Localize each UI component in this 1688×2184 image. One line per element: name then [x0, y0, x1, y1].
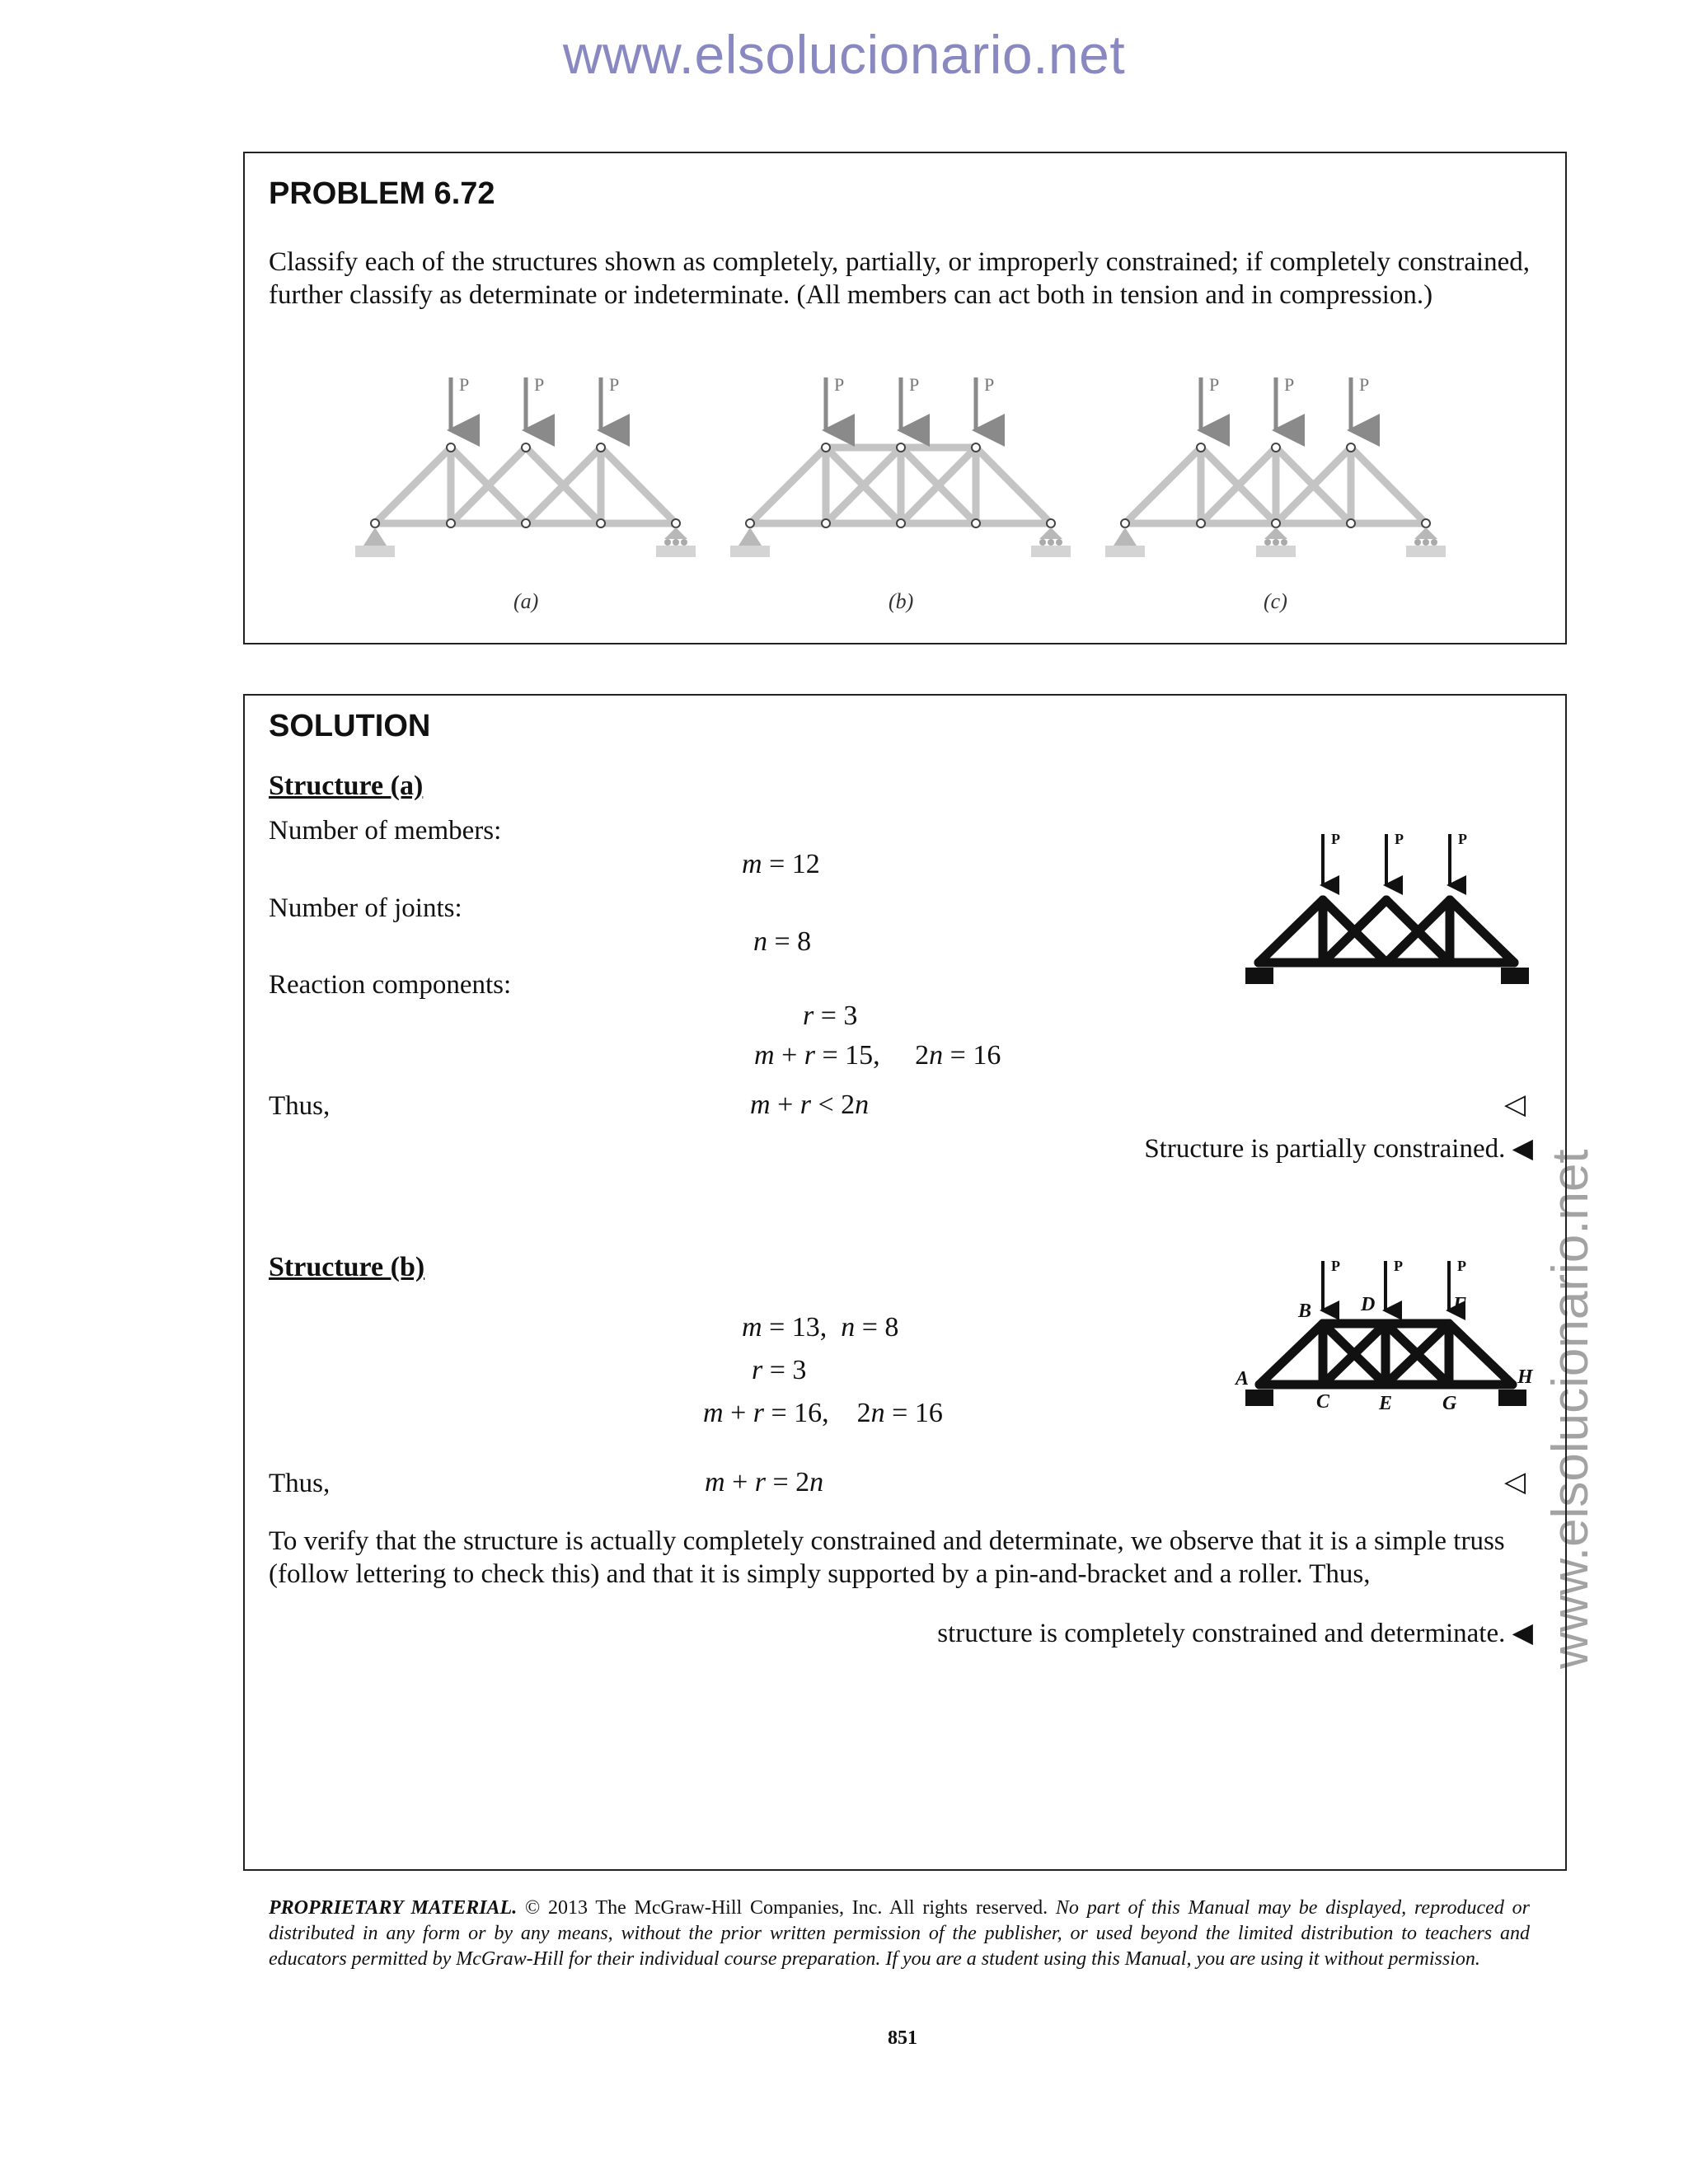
load-label: P — [1394, 1258, 1403, 1274]
roller-support — [1498, 1390, 1526, 1406]
equation-b3: m + r = 16, 2n = 16 — [703, 1398, 943, 1428]
explanation-b: To verify that the structure is actually completely constrained and determinate, we observe that it is a simple truss (follow lettering to check this) and that it is simply supported by a pin-and-bracket and a roller. Thus, — [269, 1526, 1505, 1589]
reactions-equation: r = 3 — [803, 1001, 858, 1031]
open-marker-a: ◁ — [1504, 1090, 1526, 1120]
joint-label-d: D — [1361, 1294, 1376, 1315]
joint-label-f: F — [1453, 1294, 1467, 1315]
joint-label-c: C — [1316, 1391, 1330, 1413]
footer-copyright: © 2013 The McGraw-Hill Companies, Inc. All rights reserved. — [517, 1897, 1056, 1919]
reactions-label: Reaction components: — [269, 970, 512, 1000]
load-label: P — [1395, 831, 1404, 847]
joint-label-e: E — [1379, 1393, 1393, 1414]
load-label: P — [1457, 1258, 1466, 1274]
caption-a: (a) — [513, 589, 539, 613]
load-label: P — [1359, 374, 1370, 395]
thus-label-b: Thus, — [269, 1469, 331, 1498]
truss-sketch-b — [1232, 1251, 1541, 1424]
truss-a — [355, 374, 696, 613]
inequality-a: m + r < 2n — [750, 1090, 870, 1120]
roller-support — [1501, 968, 1529, 984]
load-label: P — [1284, 374, 1295, 395]
load-label: P — [1458, 831, 1467, 847]
truss-figure — [346, 363, 1467, 626]
equation-b1: m = 13, n = 8 — [742, 1312, 899, 1343]
roller-support — [1406, 527, 1446, 557]
equality-b: m + r = 2n — [705, 1467, 824, 1497]
sum-equation-a: m + r = 15, 2n = 16 — [754, 1040, 1001, 1071]
equation-b2: r = 3 — [752, 1355, 807, 1385]
load-label: P — [1331, 831, 1340, 847]
structure-a-title: Structure (a) — [269, 771, 424, 801]
joints-label: Number of joints: — [269, 893, 462, 923]
pin-support — [355, 527, 395, 557]
pin-support — [730, 527, 770, 557]
structure-b-title: Structure (b) — [269, 1252, 425, 1282]
load-label: P — [534, 374, 545, 395]
conclusion-a: Structure is partially constrained. ◀ — [1144, 1134, 1533, 1164]
truss-c — [1105, 374, 1446, 613]
load-label: P — [834, 374, 845, 395]
pin-support — [1105, 527, 1145, 557]
joint-label-b: B — [1298, 1301, 1312, 1322]
members-equation: m = 12 — [742, 849, 820, 879]
roller-support — [1031, 527, 1071, 557]
caption-c: (c) — [1264, 589, 1287, 613]
joint-label-g: G — [1442, 1393, 1457, 1414]
truss-b — [730, 374, 1071, 613]
footer-notice — [269, 1896, 1530, 1972]
page-number: 851 — [888, 2027, 917, 2049]
footer-notice-text: No part of this Manual may be displayed, reproduced or distributed in any form or by any means, without the prior written permission of the publisher, or used beyond the limited distribution to teachers and educators permitted by McGraw-Hill for their individual course preparation. If you are a student using this Manual, you are using it without permission. — [269, 1897, 1530, 1970]
pin-support — [1245, 968, 1273, 984]
joints-equation: n = 8 — [753, 926, 812, 957]
load-label: P — [459, 374, 470, 395]
roller-support — [656, 527, 696, 557]
joint-label-a: A — [1236, 1368, 1250, 1390]
members-label: Number of members: — [269, 816, 502, 846]
open-marker-b: ◁ — [1504, 1467, 1526, 1497]
caption-b: (b) — [889, 589, 914, 613]
load-label: P — [1331, 1258, 1340, 1274]
pin-support — [1245, 1390, 1273, 1406]
joint-label-h: H — [1517, 1366, 1533, 1388]
problem-heading: PROBLEM 6.72 — [269, 176, 495, 211]
load-label: P — [984, 374, 995, 395]
roller-support — [1256, 527, 1296, 557]
conclusion-b: structure is completely constrained and determinate. ◀ — [937, 1619, 1533, 1648]
load-label: P — [909, 374, 920, 395]
footer-lead: PROPRIETARY MATERIAL. — [269, 1897, 518, 1919]
truss-sketch-a — [1240, 824, 1537, 1001]
watermark-side: www.elsolucionario.net — [1542, 1149, 1599, 1669]
load-label: P — [609, 374, 620, 395]
load-label: P — [1209, 374, 1220, 395]
thus-label-a: Thus, — [269, 1091, 331, 1121]
solution-heading: SOLUTION — [269, 709, 431, 743]
watermark-top: www.elsolucionario.net — [562, 24, 1126, 85]
problem-statement: Classify each of the structures shown as completely, partially, or improperly constrained; if completely constrained, further classify as determinate or indeterminate. (All members can act both in tension and in compression.) — [269, 247, 1530, 310]
